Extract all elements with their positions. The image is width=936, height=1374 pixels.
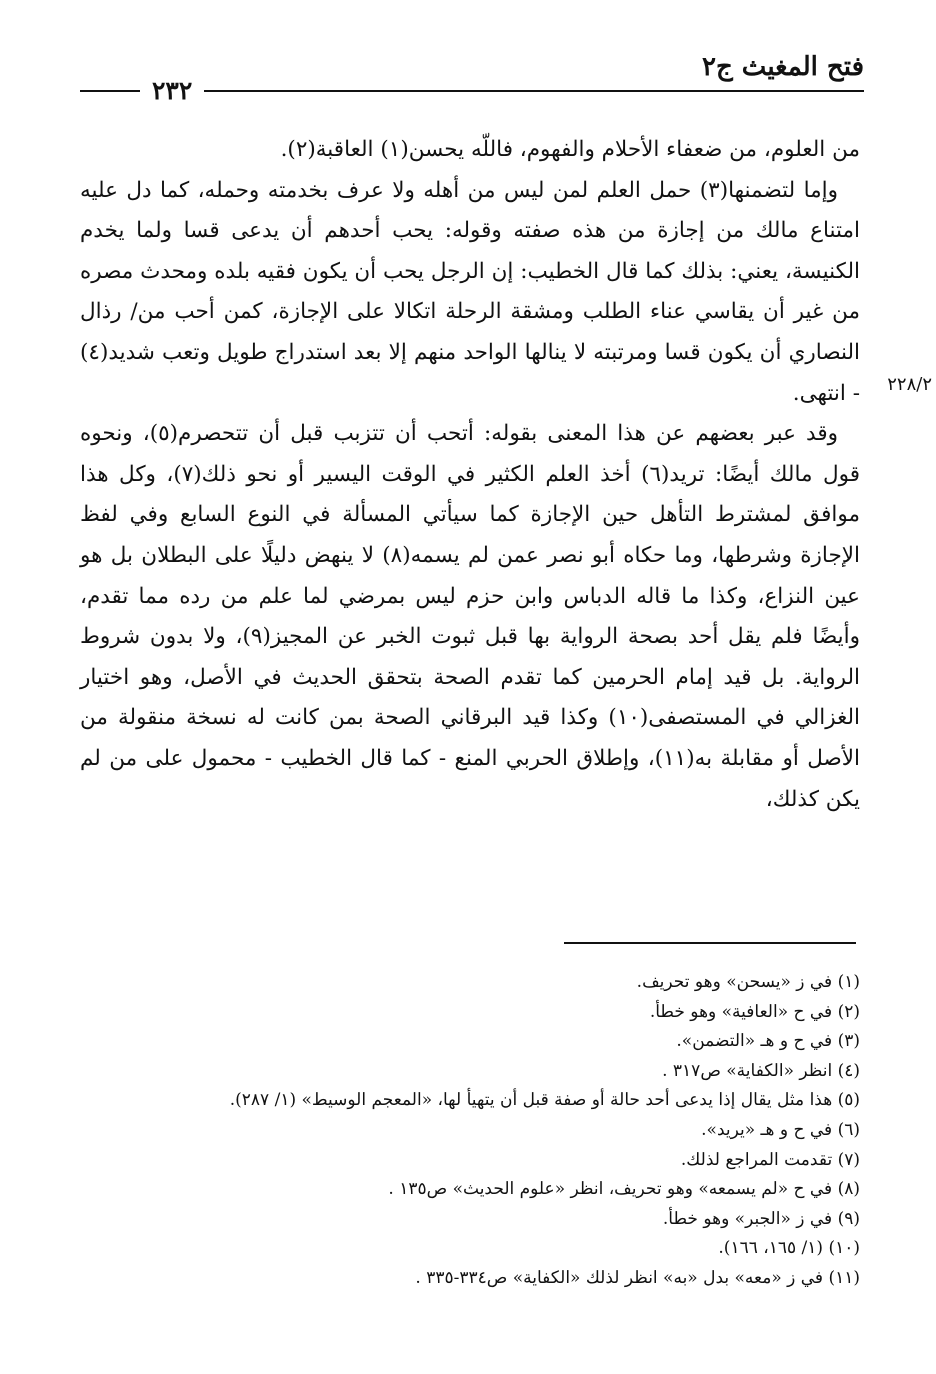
footnote: (٩) في ز «الجبر» وهو خطأ. <box>662 1208 860 1229</box>
footnote: (٣) في ح و هـ «التضمن». <box>676 1031 860 1052</box>
paragraph: وإما لتضمنها(٣) حمل العلم لمن ليس من أهله ولا عرف بخدمته وحمله، كما دل عليه امتناع مالك من إجازة من هذه صفته وقوله: يحب أحدهم أن يدعى قسا ولما يخدم الكنيسة، يعني: بذلك كما قال الخطيب: إن الرجل يحب أن يكون فقيه بلده ومحدث مصره من غير أن يقاسي عناء الطلب ومشقة الرحلة اتكالا على الإجازة، كمن أحب من/ رذال النصاري أن يكون قسا ومرتبته لا ينالها الواحد منهم إلا بعد استدراج طويل وتعب شديد(٤) - انتهى. <box>80 177 860 406</box>
footnote: (١٠) (١/ ١٦٥، ١٦٦). <box>718 1238 860 1259</box>
page-header <box>80 52 864 112</box>
paragraph: وقد عبر بعضهم عن هذا المعنى بقوله: أتحب أن تتزبب قبل أن تتحصرم(٥)، ونحوه قول مالك أيضًا: تريد(٦) أخذ العلم الكثير في الوقت اليسير أو نحو ذلك(٧)، وكل هذا موافق لمشترط التأهل حين الإجازة كما سيأتي المسألة في النوع السابع وفي لفظ الإجازة وشرطها، وما حكاه أبو نصر عمن لم يسمه(٨) لا ينهض دليلًا على البطلان بل هو عين النزاع، وكذا ما قاله الدباس وابن حزم ليس بمرضي لما علم من رده مما تقدم، وأيضًا فلم يقل أحد بصحة الرواية بها قبل ثبوت الخبر عن المجيز(٩)، ولا بدون شروط الرواية. بل قيد إمام الحرمين كما تقدم الصحة بتحقق الحديث في الأصل، وهو اختيار الغزالي في المستصفى(١٠) وكذا قيد البرقاني الصحة بمن كانت له نسخة منقولة من الأصل أو مقابلة به(١١)، وإطلاق الحربي المنع - كما قال الخطيب - محمول على من لم يكن كذلك، <box>80 421 860 812</box>
footnotes <box>80 968 860 1294</box>
footnote: (٤) انظر «الكفاية» ص٣١٧ . <box>662 1060 860 1081</box>
footnote-separator <box>564 942 856 944</box>
main-text <box>80 130 860 820</box>
footnote: (١١) في ز «معه» بدل «به» انظر لذلك «الكفاية» ص٣٣٤-٣٣٥ . <box>415 1267 860 1288</box>
book-title: فتح المغيث ج٢ <box>701 52 864 82</box>
footnote: (٥) هذا مثل يقال إذا يدعى أحد حالة أو صفة قبل أن يتهيأ لها، «المعجم الوسيط» (١/ ٢٨٧). <box>229 1090 860 1111</box>
footnote: (٢) في ح «العافية» وهو خطأ. <box>649 1001 860 1022</box>
footnote: (٧) تقدمت المراجع لذلك. <box>680 1149 860 1170</box>
margin-reference: ٢٢٨/٢ <box>887 374 932 395</box>
footnote: (١) في ز «يسحن» وهو تحريف. <box>636 972 860 992</box>
page-number: ٢٣٢ <box>140 76 204 105</box>
footnote: (٨) في ح «لم يسمعه» وهو تحريف، انظر «علوم الحديث» ص١٣٥ . <box>388 1179 860 1200</box>
footnote: (٦) في ح و هـ «يريد». <box>701 1119 860 1140</box>
paragraph: من العلوم، من ضعفاء الأحلام والفهوم، فاللّه يحسن(١) العاقبة(٢). <box>280 137 860 162</box>
